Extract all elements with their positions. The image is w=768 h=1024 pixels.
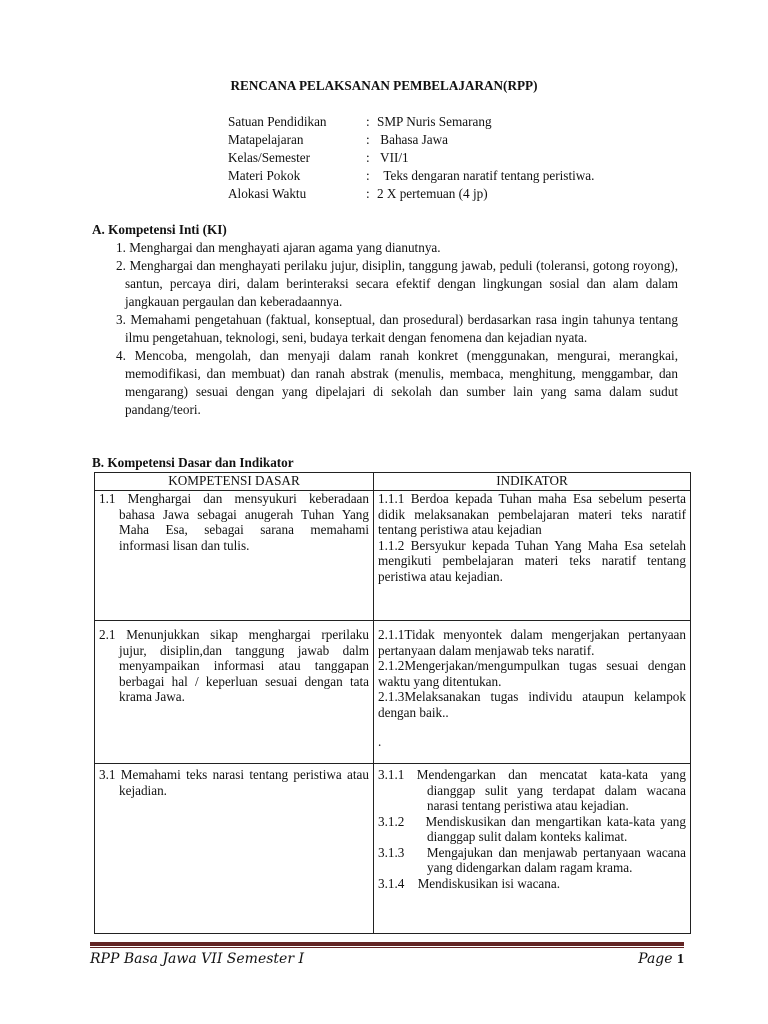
page-label: Page xyxy=(638,951,673,967)
header-indikator: INDIKATOR xyxy=(374,473,691,491)
indikator-item: 1.1.1 Berdoa kepada Tuhan maha Esa sebelum peserta didik melaksanakan pembelajaran materi teks naratif tentang peristiwa atau kejadian xyxy=(378,491,686,537)
table-header-row xyxy=(95,473,691,491)
info-label: Materi Pokok xyxy=(228,168,301,183)
info-label: Kelas/Semester xyxy=(228,150,311,165)
indikator-cell xyxy=(374,621,691,764)
info-value: Teks dengaran naratif tentang peristiwa. xyxy=(377,168,595,183)
info-row xyxy=(228,113,594,131)
table-row xyxy=(95,764,691,934)
table-row xyxy=(95,621,691,764)
table-row xyxy=(95,491,691,621)
info-sep: : xyxy=(366,114,370,129)
footer-page xyxy=(600,951,684,968)
document-title: RENCANA PELAKSANAN PEMBELAJARAN(RPP) xyxy=(230,78,538,93)
info-value: SMP Nuris Semarang xyxy=(377,114,492,129)
info-label: Satuan Pendidikan xyxy=(228,114,327,129)
footer-title: RPP Basa Jawa VII Semester I xyxy=(90,951,305,967)
kd-text: 2.1 Menunjukkan sikap menghargai rperilaku jujur, disiplin,dan tanggung jawab dalm menyampaikan informasi atau tanggapan berbagai hal / keperluan sesuai dengan tata krama Jawa. xyxy=(99,627,369,704)
footer-divider xyxy=(90,942,684,946)
indikator-item: 3.1.1 Mendengarkan dan mencatat kata-kata yang dianggap sulit yang terdapat dalam wacana narasi tentang peristiwa atau kejadian. xyxy=(378,767,686,813)
indikator-item: 2.1.3Melaksanakan tugas individu ataupun kelampok dengan baik.. xyxy=(378,689,686,720)
kd-text: 1.1 Menghargai dan mensyukuri keberadaan bahasa Jawa sebagai anugerah Tuhan Yang Maha Esa, sebagai sarana memahami informasi lisan dan tulis. xyxy=(99,491,369,553)
ki-item: 1. Menghargai dan menghayati ajaran agama yang dianutnya. xyxy=(116,240,441,255)
info-sep: : xyxy=(366,150,370,165)
indikator-cell xyxy=(374,491,691,621)
indikator-item: 2.1.1Tidak menyontek dalam mengerjakan pertanyaan pertanyaan dalam menjawab teks naratif. xyxy=(378,627,686,658)
info-value: VII/1 xyxy=(377,150,409,165)
kd-indikator-table xyxy=(94,472,691,934)
indikator-item: . xyxy=(378,734,382,749)
header-kompetensi-dasar: KOMPETENSI DASAR xyxy=(95,473,374,491)
indikator-item: 3.1.4 Mendiskusikan isi wacana. xyxy=(378,875,561,891)
section-kompetensi-inti xyxy=(92,221,678,419)
indikator-item: 2.1.2Mengerjakan/mengumpulkan tugas sesuai dengan waktu yang ditentukan. xyxy=(378,658,686,689)
kd-cell xyxy=(95,491,374,621)
footer-divider xyxy=(90,947,684,948)
kd-cell xyxy=(95,621,374,764)
info-sep: : xyxy=(366,132,370,147)
ki-item: 2. Menghargai dan menghayati perilaku jujur, disiplin, tanggung jawab, peduli (toleransi, gotong royong), santun, percaya diri, dalam berinteraksi secara efektif dengan lingkungan sosial dan alam dalam jangkauan pergaulan dan keberadaannya. xyxy=(116,258,678,309)
ki-item: 4. Mencoba, mengolah, dan menyaji dalam ranah konkret (menggunakan, mengurai, merangkai, memodifikasi, dan membuat) dan ranah abstrak (menulis, membaca, menghitung, menggambar, dan mengarang) sesuai dengan yang dipelajari di sekolah dan sumber lain yang sama dalam sudut pandang/teori. xyxy=(116,348,678,417)
info-sep: : xyxy=(366,186,370,201)
indikator-item: 1.1.2 Bersyukur kepada Tuhan Yang Maha Esa setelah mengikuti pembelajaran materi teks naratif tentang peristiwa atau kejadian. xyxy=(378,537,686,584)
info-sep: : xyxy=(366,168,370,183)
info-block xyxy=(228,113,594,203)
section-heading: A. Kompetensi Inti (KI) xyxy=(92,222,227,237)
info-row xyxy=(228,185,594,203)
indikator-item: 3.1.3 Mengajukan dan menjawab pertanyaan wacana yang didengarkan dalam ragam krama. xyxy=(378,844,690,875)
info-value: 2 X pertemuan (4 jp) xyxy=(377,186,488,201)
kd-text: 3.1 Memahami teks narasi tentang peristiwa atau kejadian. xyxy=(99,767,369,798)
info-value: Bahasa Jawa xyxy=(377,132,449,147)
info-label: Matapelajaran xyxy=(228,132,304,147)
info-row xyxy=(228,167,594,185)
indikator-item: 3.1.2 Mendiskusikan dan mengartikan kata-kata yang dianggap sulit dalam konteks kalimat. xyxy=(378,813,690,844)
info-row xyxy=(228,131,594,149)
info-label: Alokasi Waktu xyxy=(228,186,307,201)
ki-item: 3. Memahami pengetahuan (faktual, konseptual, dan prosedural) berdasarkan rasa ingin tahunya tentang ilmu pengetahuan, teknologi, seni, budaya terkait dengan fenomena dan kejadian nyata. xyxy=(116,312,678,345)
info-row xyxy=(228,149,594,167)
indikator-cell xyxy=(374,764,691,934)
kd-cell xyxy=(95,764,374,934)
section-heading: B. Kompetensi Dasar dan Indikator xyxy=(92,455,294,470)
page-number: 1 xyxy=(677,952,684,967)
